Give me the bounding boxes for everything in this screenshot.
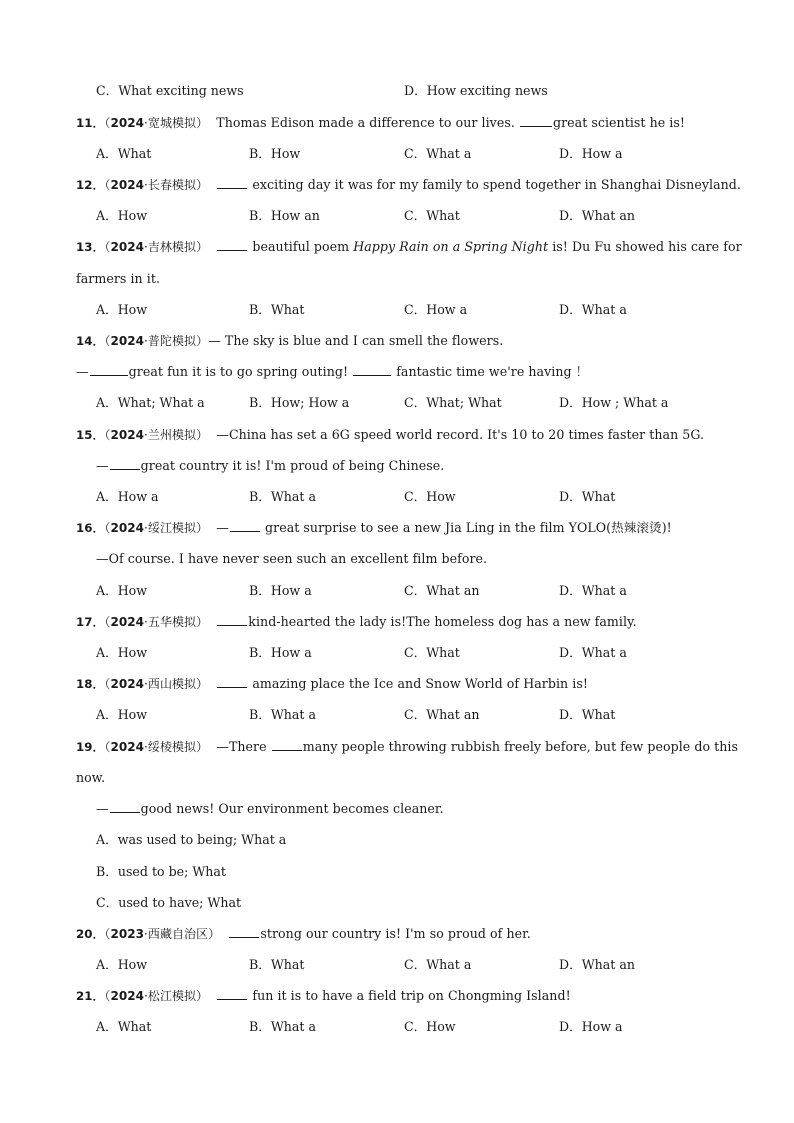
question-19: [76, 738, 738, 756]
q17-option-d: D．What a: [559, 645, 627, 660]
q17-option-c: C．What: [404, 645, 460, 660]
question-11: [76, 114, 685, 132]
question-text: exciting day it was for my family to spend together in Shanghai Disneyland.: [252, 177, 741, 192]
answer-blank: [230, 519, 260, 532]
answer-blank: [353, 363, 391, 376]
question-number: 18．: [76, 677, 105, 691]
question-12: [76, 176, 741, 194]
q18-option-a: A．How: [96, 707, 148, 722]
question-17: [76, 613, 637, 631]
q11-option-c: C．What a: [404, 146, 472, 161]
question-number: 17．: [76, 615, 105, 629]
question-source: （2024·普陀模拟）: [104, 334, 209, 348]
answer-blank: [110, 800, 140, 813]
question-14-response: — great fun it is to go spring outing! fantastic time we're having ！: [76, 364, 589, 379]
question-number: 14．: [76, 334, 105, 348]
question-text: great surprise to see a new Jia Ling in the film YOLO(热辣滚烫)!: [265, 520, 672, 535]
q21-option-d: D．How a: [559, 1019, 623, 1034]
question-text: Thomas Edison made a difference to our lives.: [216, 115, 515, 130]
question-13: [76, 238, 742, 256]
question-text: great fun it is to go spring outing!: [128, 364, 349, 379]
question-source: （2023·西藏自治区）: [104, 927, 221, 941]
question-source: （2024·绥棱模拟）: [104, 740, 209, 754]
question-19-response: — good news! Our environment becomes cleaner.: [96, 801, 444, 816]
answer-blank: [110, 457, 140, 470]
question-21: [76, 987, 571, 1005]
q12-option-c: C．What: [404, 208, 460, 223]
question-number: 15．: [76, 428, 105, 442]
q15-option-a: A．How a: [96, 489, 159, 504]
poem-title: Happy Rain on a Spring Night: [353, 239, 549, 254]
answer-blank: [229, 925, 259, 938]
answer-blank: [217, 176, 247, 189]
question-19-continuation: now.: [76, 770, 106, 785]
question-15: [76, 426, 704, 444]
q15-option-b: B．What a: [249, 489, 316, 504]
question-text: fun it is to have a field trip on Chongming Island!: [252, 988, 571, 1003]
question-text: strong our country is! I'm so proud of her.: [260, 926, 531, 941]
q20-option-c: C．What a: [404, 957, 472, 972]
answer-blank: [520, 114, 552, 127]
q17-option-a: A．How: [96, 645, 148, 660]
answer-blank: [272, 738, 302, 751]
answer-blank: [217, 987, 247, 1000]
question-20: [76, 925, 531, 943]
q17-option-b: B．How a: [249, 645, 312, 660]
question-16-response: —Of course. I have never seen such an excellent film before.: [96, 551, 488, 566]
q11-option-d: D．How a: [559, 146, 623, 161]
q19-option-a: A．was used to being; What a: [96, 832, 287, 847]
q14-option-a: A．What; What a: [96, 395, 205, 410]
q13-option-b: B．What: [249, 302, 305, 317]
q21-option-a: A．What: [96, 1019, 152, 1034]
q12-option-a: A．How: [96, 208, 148, 223]
question-text: kind-hearted the lady is!The homeless dog has a new family.: [248, 614, 637, 629]
q15-option-d: D．What: [559, 489, 616, 504]
q13-option-a: A．How: [96, 302, 148, 317]
question-number: 16．: [76, 521, 105, 535]
question-number: 12．: [76, 178, 105, 192]
question-text: —China has set a 6G speed world record. It's 10 to 20 times faster than 5G.: [216, 427, 705, 442]
question-text: is! Du Fu showed his care for: [552, 239, 742, 254]
question-16: 16．（2024·绥江模拟） — great surprise to see a new Jia Ling in the film YOLO(热辣滚烫)!: [76, 520, 672, 535]
q21-option-c: C．How: [404, 1019, 456, 1034]
question-text: great country it is! I'm proud of being Chinese.: [140, 458, 445, 473]
question-source: （2024·西山模拟）: [104, 677, 209, 691]
question-number: 13．: [76, 240, 105, 254]
q20-option-d: D．What an: [559, 957, 635, 972]
question-number: 20．: [76, 927, 105, 941]
q16-option-b: B．How a: [249, 583, 312, 598]
q11-option-b: B．How: [249, 146, 301, 161]
question-source: （2024·兰州模拟）: [104, 428, 209, 442]
q10-option-d: D．How exciting news: [404, 83, 548, 98]
question-14: [76, 332, 503, 350]
question-source: （2024·宽城模拟）: [104, 116, 209, 130]
q16-option-d: D．What a: [559, 583, 627, 598]
q19-option-b: B．used to be; What: [96, 864, 226, 879]
question-text: good news! Our environment becomes cleaner.: [140, 801, 444, 816]
question-text: fantastic time we're having ！: [396, 364, 589, 379]
question-source: （2024·松江模拟）: [104, 989, 209, 1003]
q21-option-b: B．What a: [249, 1019, 316, 1034]
question-source: （2024·吉林模拟）: [104, 240, 209, 254]
question-text: beautiful poem: [252, 239, 350, 254]
answer-blank: [90, 363, 128, 376]
q20-option-a: A．How: [96, 957, 148, 972]
q13-option-c: C．How a: [404, 302, 468, 317]
question-source: （2024·五华模拟）: [104, 615, 209, 629]
question-15-response: — great country it is! I'm proud of being Chinese.: [96, 458, 445, 473]
q14-option-d: D．How ; What a: [559, 395, 669, 410]
question-18: [76, 675, 588, 693]
question-text: amazing place the Ice and Snow World of Harbin is!: [252, 676, 588, 691]
q19-option-c: C．used to have; What: [96, 895, 242, 910]
q14-option-b: B．How; How a: [249, 395, 350, 410]
q16-option-c: C．What an: [404, 583, 480, 598]
q18-option-c: C．What an: [404, 707, 480, 722]
q12-option-d: D．What an: [559, 208, 635, 223]
q18-option-d: D．What: [559, 707, 616, 722]
question-text: — The sky is blue and I can smell the flowers.: [208, 333, 504, 348]
q14-option-c: C．What; What: [404, 395, 502, 410]
question-source: （2024·长春模拟）: [104, 178, 209, 192]
q13-option-d: D．What a: [559, 302, 627, 317]
q11-option-a: A．What: [96, 146, 152, 161]
question-number: 21．: [76, 989, 105, 1003]
q20-option-b: B．What: [249, 957, 305, 972]
question-number: 11．: [76, 116, 105, 130]
question-text: —There: [216, 739, 267, 754]
question-text: great scientist he is!: [552, 115, 686, 130]
answer-blank: [217, 238, 247, 251]
question-text: many people throwing rubbish freely before, but few people do this: [302, 739, 738, 754]
question-number: 19．: [76, 740, 105, 754]
answer-blank: [217, 675, 247, 688]
q15-option-c: C．How: [404, 489, 456, 504]
q18-option-b: B．What a: [249, 707, 316, 722]
question-13-continuation: farmers in it.: [76, 271, 161, 286]
q16-option-a: A．How: [96, 583, 148, 598]
answer-blank: [217, 613, 247, 626]
q12-option-b: B．How an: [249, 208, 320, 223]
q10-option-c: C．What exciting news: [96, 83, 244, 98]
question-source: （2024·绥江模拟）: [104, 521, 209, 535]
